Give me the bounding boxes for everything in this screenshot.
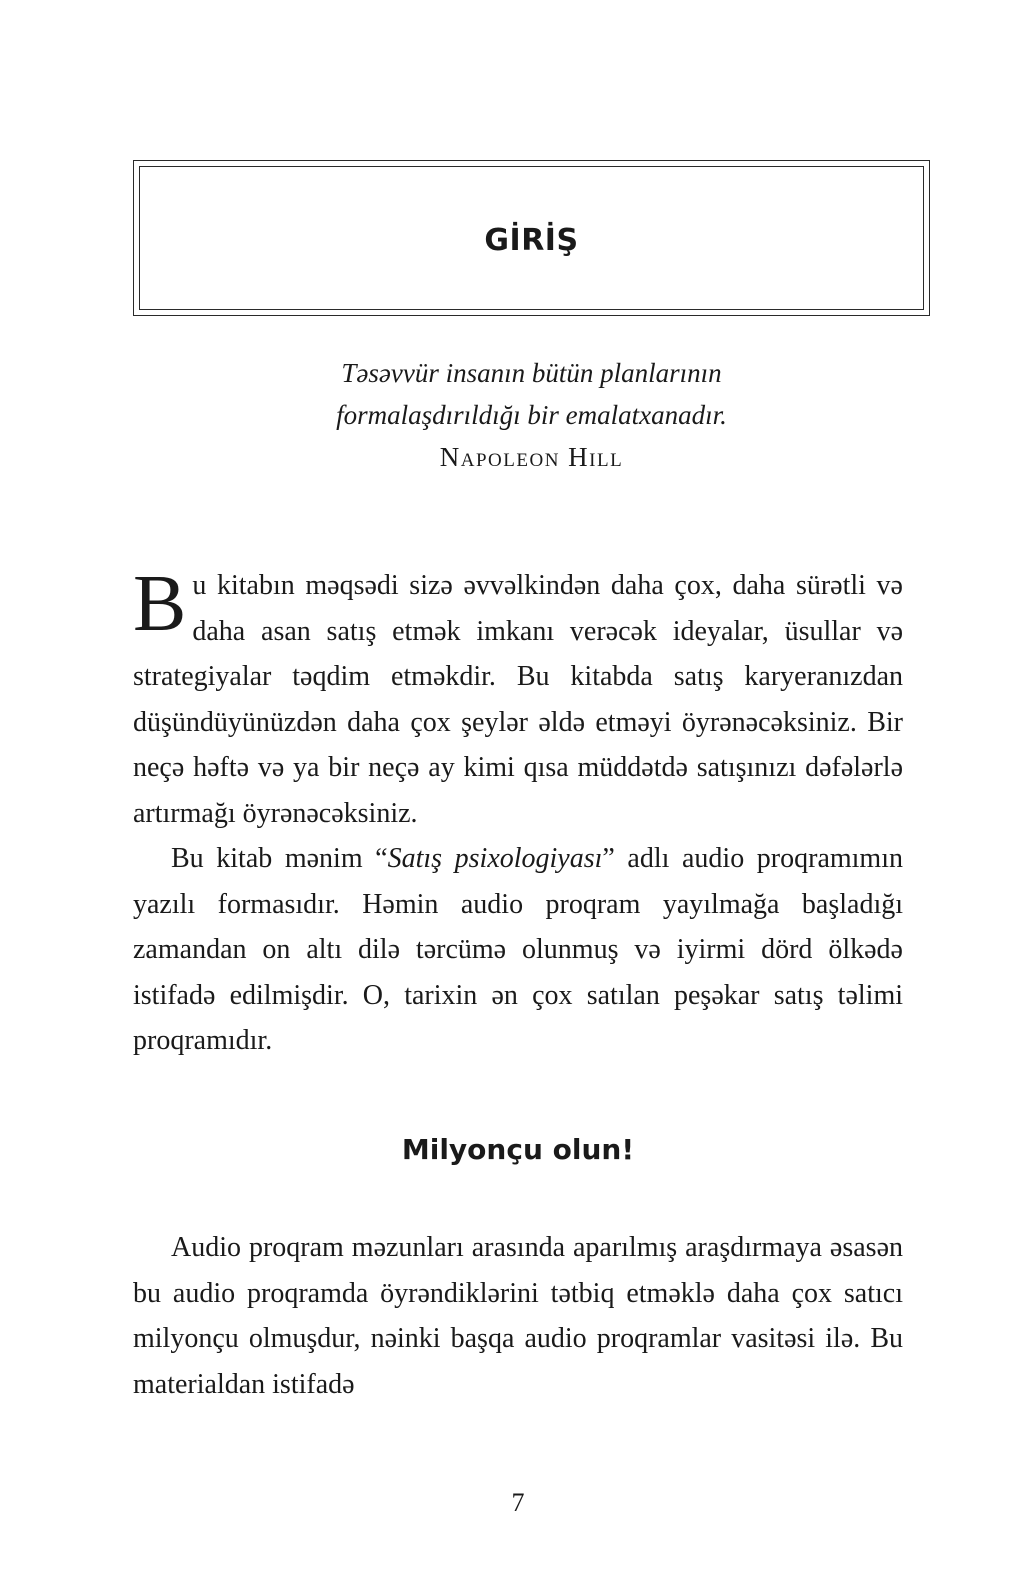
section-paragraph-1: Audio proqram məzunları arasında aparılmış araşdırmaya əsasən bu audio proqramda öyrəndiklərini tətbiq etməklə daha çox satıcı milyonçu olmuşdur, nəinki başqa audio proqramlar vasitəsi ilə. Bu materialdan istifadə — [133, 1232, 903, 1400]
intro-text — [133, 560, 903, 1064]
chapter-title: GİRİŞ — [484, 222, 579, 258]
intro-paragraph-2-before: Bu kitab mənim “ — [171, 843, 388, 874]
intro-paragraph-1 — [133, 560, 903, 836]
intro-paragraph-2-after: ” adlı audio proqramımın yazılı formasıdır. Həmin audio proqram yayılmağa başladığı zamandan on altı dilə tərcümə olunmuş və iyirmi dörd ölkədə istifadə edilmişdir. O, tarixin ən çox satılan peşəkar satış təlimi proqramıdır. — [133, 843, 903, 1056]
chapter-title-box — [133, 160, 930, 316]
epigraph-line-2: formalaşdırıldığı bir emalatxanadır. — [336, 400, 727, 430]
page-number: 7 — [511, 1488, 525, 1517]
intro-paragraph-2 — [133, 836, 903, 1064]
program-title: Satış psixologiyası — [387, 843, 603, 874]
drop-cap: B — [133, 560, 187, 648]
section-text — [133, 1225, 903, 1407]
chapter-title-frame — [139, 166, 924, 310]
epigraph — [133, 352, 930, 478]
epigraph-line-1: Təsəvvür insanın bütün planlarının — [341, 358, 722, 388]
epigraph-author: Napoleon Hill — [439, 442, 624, 472]
intro-paragraph-1-text: u kitabın məqsədi sizə əvvəlkindən daha çox, daha sürətli və daha asan satış etmək imkanı verəcək ideyalar, üsullar və strategiyalar təqdim etməkdir. Bu kitabda satış karyeranızdan düşündüyünüzdən daha çox şeylər əldə etməyi öyrənəcəksiniz. Bir neçə həftə və ya bir neçə ay kimi qısa müddətdə satışınızı dəfələrlə artırmağı öyrənəcəksiniz. — [133, 570, 903, 829]
section-heading: Milyonçu olun! — [401, 1133, 635, 1166]
